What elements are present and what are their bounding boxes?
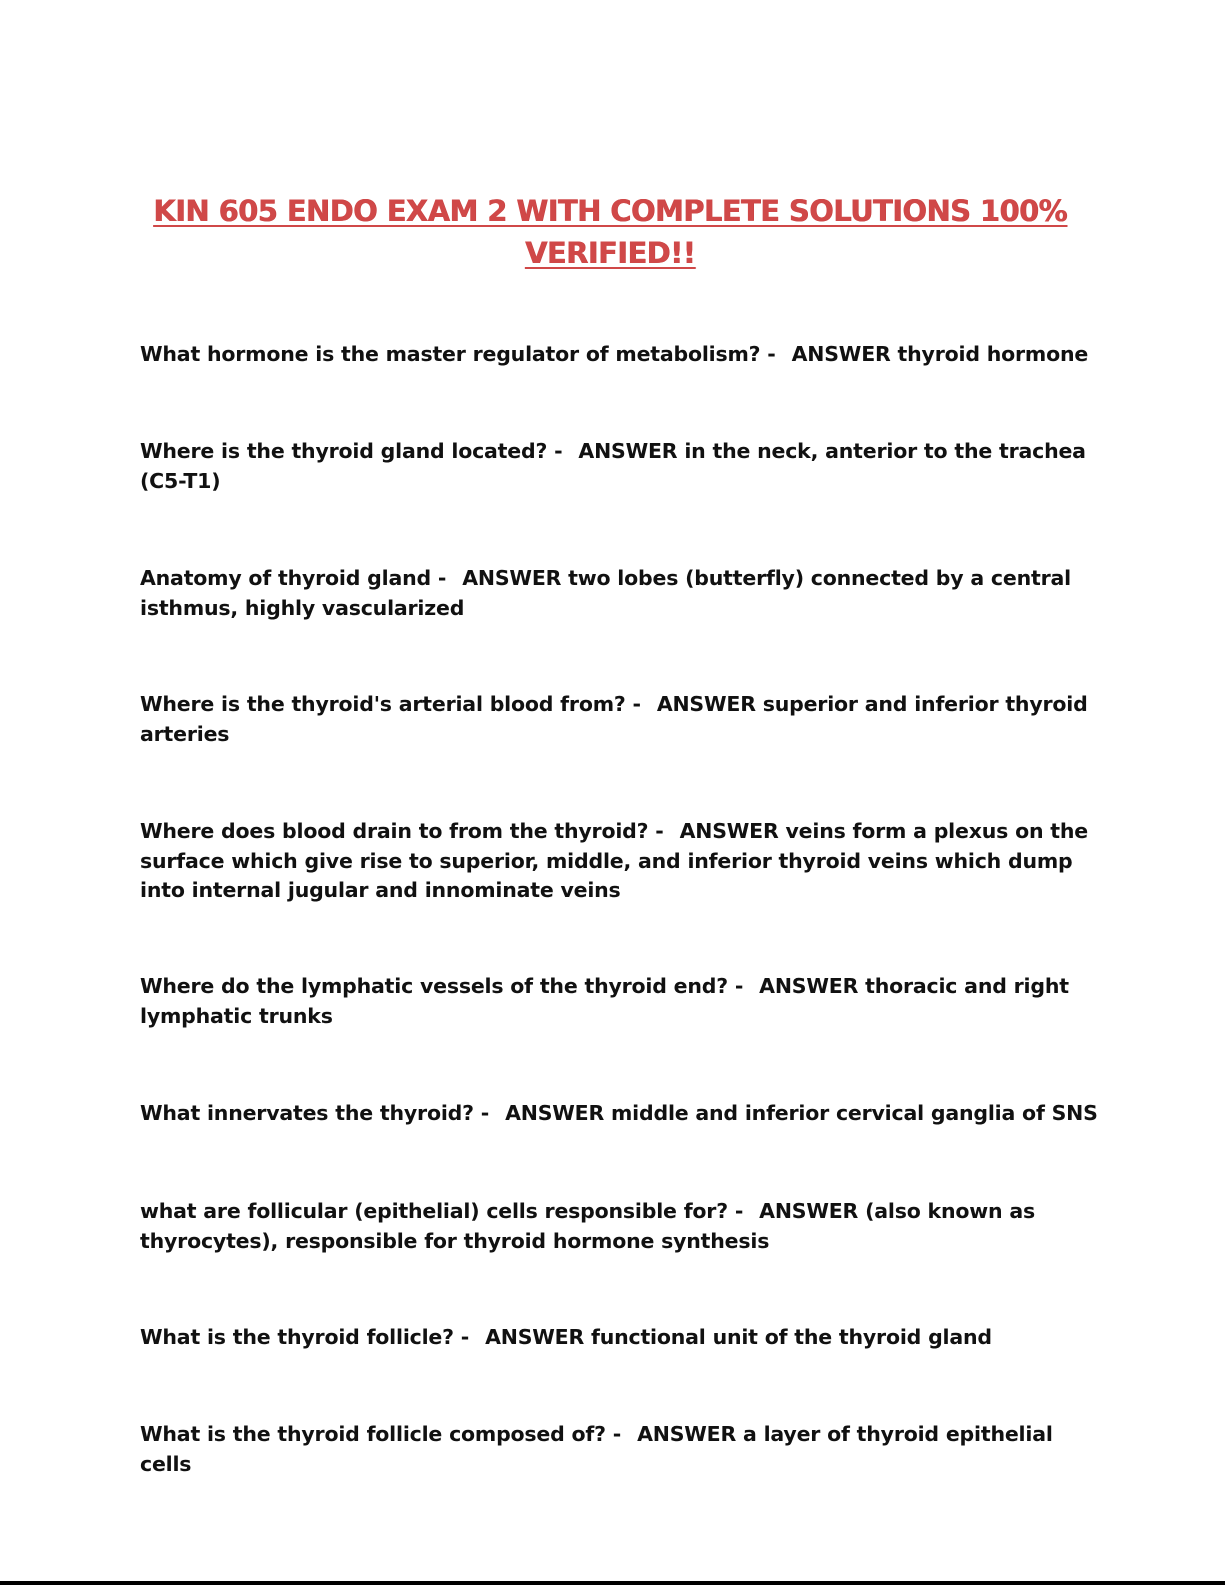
- question-text: What is the thyroid follicle composed of? -: [140, 1422, 622, 1446]
- question-text: Where is the thyroid's arterial blood from? -: [140, 692, 641, 716]
- answer-text: ANSWER a layer of thyroid epithelial cells: [140, 1422, 1053, 1476]
- question-text: What innervates the thyroid? -: [140, 1101, 490, 1125]
- question-text: Where do the lymphatic vessels of the thyroid end? -: [140, 974, 744, 998]
- answer-text: ANSWER functional unit of the thyroid gland: [485, 1325, 992, 1349]
- answer-text: ANSWER two lobes (butterfly) connected by a central isthmus, highly vascularized: [140, 566, 1071, 620]
- answer-text: ANSWER superior and inferior thyroid arteries: [140, 692, 1088, 746]
- qa-item-5: [140, 817, 1100, 906]
- qa-item-1: [140, 340, 1100, 370]
- qa-item-10: [140, 1420, 1100, 1479]
- page-bottom-border: [0, 1581, 1225, 1585]
- answer-text: ANSWER veins form a plexus on the surface which give rise to superior, middle, and inferior thyroid veins which dump into internal jugular and innominate veins: [140, 819, 1088, 902]
- answer-text: ANSWER (also known as thyrocytes), responsible for thyroid hormone synthesis: [140, 1199, 1035, 1253]
- question-text: Anatomy of thyroid gland -: [140, 566, 447, 590]
- qa-item-6: [140, 972, 1100, 1031]
- question-text: Where is the thyroid gland located? -: [140, 439, 563, 463]
- answer-text: ANSWER thyroid hormone: [791, 342, 1089, 366]
- qa-item-3: [140, 564, 1100, 623]
- answer-text: ANSWER middle and inferior cervical ganglia of SNS: [505, 1101, 1098, 1125]
- qa-item-9: [140, 1323, 1100, 1353]
- question-text: Where does blood drain to from the thyroid? -: [140, 819, 664, 843]
- qa-item-4: [140, 690, 1100, 749]
- qa-item-2: [140, 437, 1100, 496]
- qa-item-8: [140, 1197, 1100, 1256]
- question-text: What is the thyroid follicle? -: [140, 1325, 470, 1349]
- answer-text: ANSWER thoracic and right lymphatic trunks: [140, 974, 1069, 1028]
- answer-text: ANSWER in the neck, anterior to the trachea (C5-T1): [140, 439, 1086, 493]
- question-text: What hormone is the master regulator of metabolism? -: [140, 342, 776, 366]
- qa-item-7: [140, 1099, 1100, 1129]
- document-title: KIN 605 ENDO EXAM 2 WITH COMPLETE SOLUTIONS 100% VERIFIED!!: [153, 194, 1067, 270]
- question-text: what are follicular (epithelial) cells responsible for? -: [140, 1199, 744, 1223]
